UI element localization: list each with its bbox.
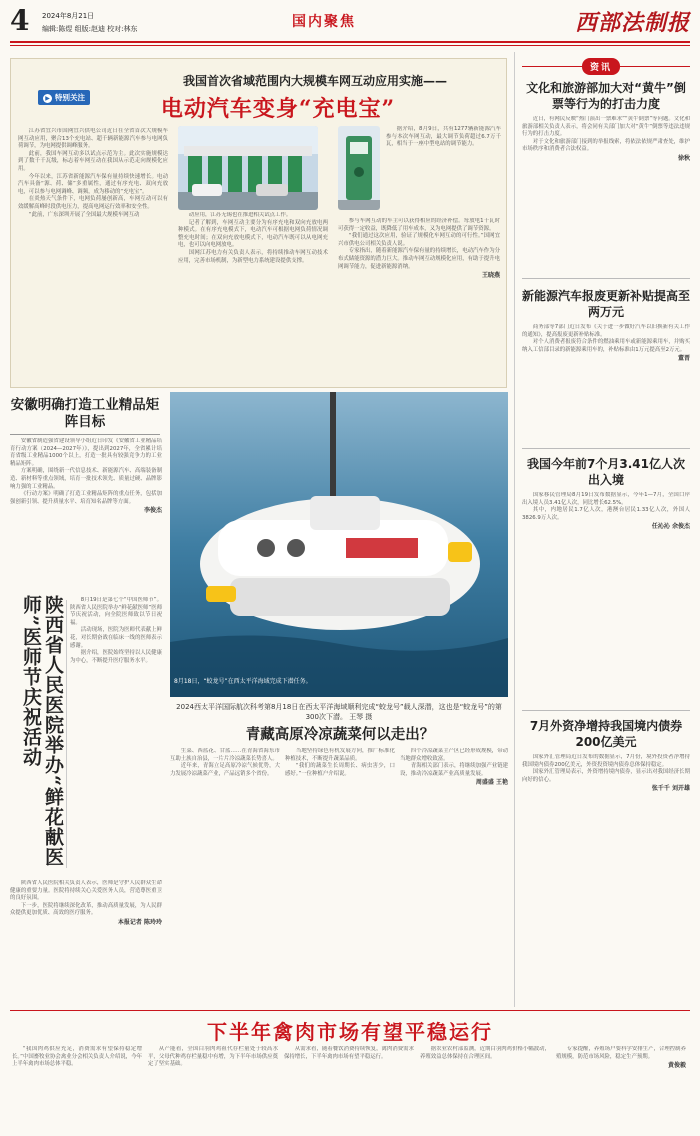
- divider-vertical: [66, 600, 67, 868]
- caption-text: 2024西太平洋国际航次科考第8月18日在西太平洋海域顺利完成“蛟龙号”载人深潜，这也是“蛟龙号”的第300次下潜。: [176, 703, 502, 721]
- photo-caption: [170, 702, 508, 722]
- paragraph: 据介绍，8月9日，共有1277辆新能源汽车参与本次车网互动，最大调节负荷超过6.7万千瓦，相当于一座中型电站的调节能力。: [386, 126, 501, 148]
- poultry-headline: 下半年禽肉市场有望平稳运行: [207, 1020, 493, 1044]
- page-number: 4: [10, 4, 30, 37]
- paragraph: 当地坚持绿色有机发展方向，推广标准化种植技术，不断提升蔬菜品质。: [285, 748, 395, 762]
- paragraph: 据农业农村部监测，近期白羽肉鸡价格小幅波动，养殖效益总体保持在合理区间。: [420, 1046, 550, 1060]
- divider: [10, 434, 160, 435]
- poultry-col-5: [556, 1046, 686, 1132]
- paragraph: 生菜、西蓝花、甘蓝……在青海省海东市互助土族自治县，一片片冷凉蔬菜长势喜人。: [170, 748, 280, 762]
- paragraph: 方案明确，围绕新一代信息技术、新能源汽车、高端装备制造、新材料等重点领域，培育一批技术领先、质量过硬、品牌影响力强的工业精品。: [10, 468, 162, 490]
- brief-body-1: [522, 116, 690, 274]
- paragraph: 据介绍，医院始终坚持以人民健康为中心，不断提升医疗服务水平。: [70, 650, 162, 664]
- featured-deck: 我国首次省域范围内大规模车网互动应用实施——: [182, 74, 447, 88]
- paragraph: 专家提醒，养殖场户要科学安排生产，合理控制养殖规模，防范市场风险，稳定生产预期。: [556, 1046, 686, 1060]
- byline: 任沁沁 余俊杰: [651, 523, 690, 531]
- paragraph: 从需求看，随着餐饮消费持续恢复，禽肉消费需求保持增长，下半年禽肉市场有望平稳运行。: [284, 1046, 414, 1060]
- column-divider: [514, 52, 515, 1007]
- issue-date: 2024年8月21日: [42, 12, 95, 20]
- paragraph: 从产能看，全国白羽肉鸡祖代存栏量处于较高水平，父母代种鸡存栏量稳中有增，为下半年市场供应奠定了坚实基础。: [148, 1046, 278, 1068]
- paragraph: 参与车网互动的车主可以获得相应的经济补偿。每放电1千瓦时可获得一定收益，既降低了用车成本，又为电网提供了调节资源。: [338, 218, 500, 232]
- paragraph: 国网江苏电力有关负责人表示，将持续推动车网互动技术应用，完善市场机制，为新型电力系统建设提供支撑。: [178, 249, 328, 264]
- paragraph: 记者了解到，车网互动主要分为有序充电和双向充放电两种模式。在有序充电模式下，电动汽车可根据电网负荷情况调整充电时间；在双向充放电模式下，电动汽车既可以从电网充电，也可以向电网放电。: [178, 219, 328, 249]
- paragraph: 《行动方案》明确了打造工业精品矩阵的重点任务，包括加强创新引领、提升质量水平、培育知名品牌等方面。: [10, 491, 162, 505]
- featured-col-3: [338, 218, 500, 378]
- page-header: [0, 0, 700, 58]
- divider: [522, 448, 690, 449]
- divider: [522, 278, 690, 279]
- brief-headline-4: 7月外资净增持我国境内债券200亿美元: [529, 719, 683, 749]
- paragraph: 近年来，青海立足高原冷凉气候优势，大力发展冷凉蔬菜产业，产品远销多个省份。: [170, 763, 280, 777]
- byline: 董晋: [677, 355, 690, 363]
- byline: 周盛盛 王艳: [475, 779, 508, 787]
- anhui-body: [10, 438, 162, 584]
- paragraph: 青海相关部门表示，将继续加强产业链建设，推动冷凉蔬菜产业高质量发展。: [400, 763, 508, 777]
- play-icon: ▶: [43, 94, 52, 103]
- poultry-col-2: [148, 1046, 278, 1132]
- poultry-col-1: [12, 1046, 142, 1132]
- paragraph: “此前，广东深圳开展了全国最大规模车网互动: [28, 211, 140, 218]
- paragraph: 国家移民管理局8月19日发布数据显示，今年1—7月，全国口岸出入境人员3.41亿人次，同比增长62.5%。: [522, 492, 690, 506]
- poultry-col-4: [420, 1046, 550, 1132]
- brief-headline-1: 文化和旅游部加大对“黄牛”倒票等行为的打击力度: [526, 81, 686, 111]
- paragraph: “我国肉鸡供应充足，消费需求有望保持稳定增长。”中国畜牧业协会禽业分会相关负责人介绍说，今年上半年禽肉市场总体平稳。: [12, 1046, 142, 1068]
- paragraph: 专家指出，随着新能源汽车保有量的持续增长，电动汽车作为分布式储能资源的潜力巨大。推动车网互动规模化应用，有助于提升电网调节能力，促进新能源消纳。: [338, 248, 500, 270]
- paragraph: “我们的蔬菜生长周期长、病虫害少，口感好。”一位种植户介绍说。: [285, 763, 395, 777]
- doctor-body-top: [70, 597, 162, 875]
- featured-col-3-top: [386, 126, 501, 218]
- paragraph: 其中，内地居民1.7亿人次，港澳台居民1.33亿人次，外国人3826.9万人次。: [522, 507, 690, 521]
- section-title: 国内聚焦: [292, 14, 356, 30]
- byline: 李俊杰: [143, 507, 162, 515]
- brief-body-4: [522, 754, 690, 1002]
- tag-label: 特别关注: [55, 93, 85, 102]
- byline: 王晓燕: [481, 272, 500, 280]
- photo-inline-caption: 8月18日，“蛟龙号”在西太平洋海域完成下潜任务。: [174, 678, 312, 685]
- charging-pile-photo: [338, 126, 380, 210]
- featured-headline: 电动汽车变身“充电宝”: [160, 96, 396, 122]
- jiaolong-submersible-photo: [170, 392, 508, 697]
- qinghai-col-2: [285, 748, 395, 1010]
- header-rule-thin: [10, 45, 690, 46]
- paragraph: 安徽省制造强省建设领导小组近日印发《安徽省工业精品培育行动方案（2024—2027年）》，提出到2027年，全省累计培育省级工业精品1000个以上，打造一批具有较强竞争力的工业精品矩阵。: [10, 438, 162, 467]
- paragraph: 国家外汇管理局表示，外资增持境内债券，显示出对我国经济长期向好的信心。: [522, 769, 690, 783]
- divider: [522, 710, 690, 711]
- brief-headline-3: 我国今年前7个月3.41亿人次出入境: [527, 457, 685, 487]
- doctor-body-bottom: [10, 880, 162, 1008]
- divider: [10, 1010, 690, 1011]
- brief-body-3: [522, 492, 690, 702]
- paragraph: 活动现场，医院为医师代表献上鲜花，对长期奋战在临床一线的医师表示感谢。: [70, 627, 162, 649]
- editor-credits: 编辑:陈煜 组版:赵迪 校对:林东: [42, 25, 138, 33]
- news-brief-tag: 资讯: [582, 58, 620, 75]
- paragraph: 四个冷凉蔬菜主产区已经形成规模，带动当地群众增收致富。: [400, 748, 508, 762]
- byline: 张千千 刘开雄: [651, 785, 690, 793]
- paragraph: 对个人消费者报废符合条件的燃油乘用车或新能源乘用车，并购买纳入工信部目录的新能源乘用车的，补贴标准由1万元提高至2万元。: [522, 339, 690, 353]
- paragraph: 今年以来，江苏省新能源汽车保有量持续快速增长。电动汽车具备“源、荷、储”多重属性，通过有序充电、双向充放电，可以参与电网调峰、调频，成为移动的“充电宝”。: [18, 173, 168, 195]
- paragraph: 江苏省宜兴市国网宜兴供电公司近日在全省首次大规模车网互动应用，聚合13个充电站、超千辆新能源汽车参与电网负荷调节，为电网提供调峰服务。: [18, 128, 168, 150]
- paragraph: 国家外汇管理局近日发布的数据显示，7月份，境外投资者净增持我国境内债券200亿美元，外资投资境内债券总体保持稳定。: [522, 754, 690, 768]
- poultry-col-3: [284, 1046, 414, 1132]
- photo-credit: 王琴 摄: [349, 713, 373, 721]
- qinghai-headline: 青藏高原冷凉蔬菜何以走出？: [245, 727, 435, 743]
- doctor-festival-headline: 陕西省人民医院举办“鲜花献医师”医师节庆祝活动: [20, 595, 64, 867]
- byline: 本报记者 陈玲玲: [117, 918, 162, 926]
- byline: 徐秋: [677, 154, 690, 162]
- charging-station-photo: [178, 126, 318, 210]
- paragraph: 下一步，医院将继续深化改革，推动高质量发展，为人民群众提供更加优质、高效的医疗服务。: [10, 902, 162, 917]
- header-rule: [10, 41, 690, 43]
- qinghai-col-1: [170, 748, 280, 1010]
- paragraph: 商务部等7部门近日发布《关于进一步做好汽车以旧换新有关工作的通知》，提高报废更新补贴标准。: [522, 324, 690, 338]
- paragraph: 在炎热天气条件下，电网负荷屡创新高，车网互动可以有效缓解高峰时段供电压力，提高电网运行效率和安全性。: [18, 196, 168, 210]
- paragraph: 对于文化和旅游部门接到的举报线索，将依法依规严肃查处，维护市场秩序和消费者合法权益。: [522, 138, 690, 153]
- byline: 黄俊毅: [667, 1062, 686, 1070]
- paragraph: “我们通过这次应用，验证了规模化车网互动的可行性。”国网宜兴市供电公司相关负责人说。: [338, 233, 500, 247]
- paragraph: 动应用，江苏无锡也在推进相关试点工作。: [188, 212, 292, 218]
- paragraph: 陕西省人民医院相关负责人表示，医师是守护人民群众生命健康的重要力量。医院将持续关心关爱医务人员，营造尊医重卫的良好氛围。: [10, 880, 162, 902]
- paragraph: 近日，有网民反映“热门演出一票难求”“黄牛倒票”等问题。文化和旅游部相关负责人表示，将会同有关部门加大对“黄牛”倒票等违法违规行为的打击力度。: [522, 116, 690, 138]
- brief-body-2: [522, 324, 690, 444]
- featured-col-2: [178, 212, 328, 378]
- paragraph: 8月19日是第七个“中国医师节”。陕西省人民医院举办“鲜花献医师”医师节庆祝活动，向全院医师致以节日祝福。: [70, 597, 162, 626]
- anhui-headline: 安徽明确打造工业精品矩阵目标: [10, 397, 160, 430]
- brief-headline-2: 新能源汽车报废更新补贴提高至两万元: [522, 289, 691, 319]
- newspaper-logo: 西部法制报: [575, 10, 691, 36]
- qinghai-col-3: [400, 748, 508, 1010]
- featured-col-1: [18, 128, 168, 378]
- paragraph: 此前，我国车网互动多以试点示范为主。此次实施规模达到了数千千瓦级，标志着车网互动在我国从示范走向规模化应用。: [18, 150, 168, 172]
